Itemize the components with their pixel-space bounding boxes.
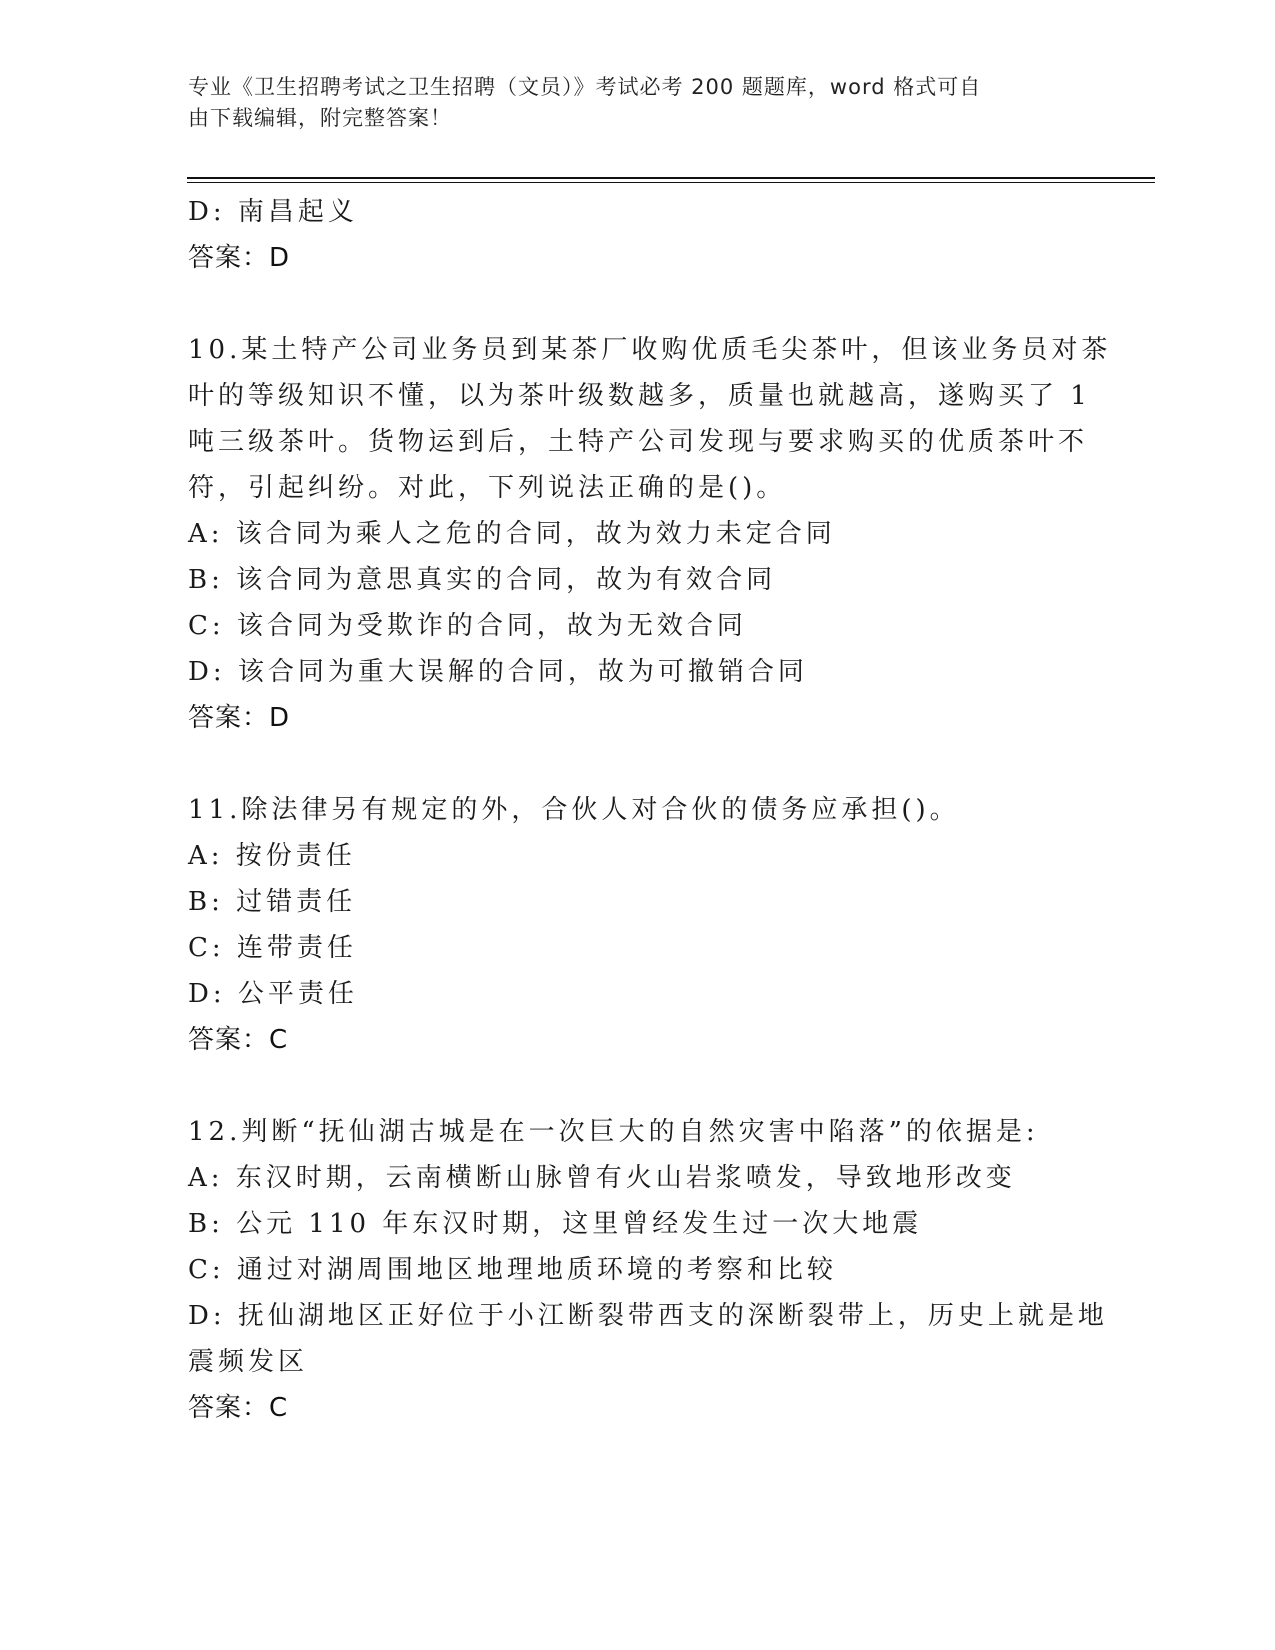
- document-header: [188, 72, 1068, 134]
- option-b: B: 该合同为意思真实的合同，故为有效合同: [188, 565, 777, 595]
- option-a: A: 该合同为乘人之危的合同，故为效力未定合同: [188, 519, 836, 549]
- answer-line: 答案：C: [188, 1025, 289, 1055]
- option-c: C: 该合同为受欺诈的合同，故为无效合同: [188, 611, 747, 641]
- question-11: [188, 787, 1088, 1063]
- option-a: A: 东汉时期，云南横断山脉曾有火山岩浆喷发，导致地形改变: [188, 1163, 1016, 1193]
- spacer: [188, 1063, 1088, 1109]
- question-stem-line: 符，引起纠纷。对此，下列说法正确的是()。: [188, 473, 787, 503]
- spacer: [188, 741, 1088, 787]
- header-line-1: 专业《卫生招聘考试之卫生招聘（文员）》考试必考 200 题题库，word 格式可自: [188, 75, 982, 99]
- answer-line: 答案：D: [188, 703, 291, 733]
- question-10: [188, 327, 1112, 741]
- option-c: C: 通过对湖周围地区地理地质环境的考察和比较: [188, 1255, 837, 1285]
- question-9-fragment: [188, 189, 1088, 281]
- document-body: [188, 189, 1112, 1431]
- option-c: C: 连带责任: [188, 933, 357, 963]
- question-stem-line: 吨三级茶叶。货物运到后，土特产公司发现与要求购买的优质茶叶不: [188, 427, 1089, 457]
- spacer: [188, 281, 1088, 327]
- header-line-2: 由下载编辑，附完整答案！: [188, 106, 452, 130]
- question-stem-line: 12.判断“抚仙湖古城是在一次巨大的自然灾害中陷落”的依据是:: [188, 1117, 1039, 1147]
- option-d: D: 公平责任: [188, 979, 358, 1009]
- option-b: B: 过错责任: [188, 887, 357, 917]
- header-divider-thick: [187, 177, 1155, 179]
- option-d-continuation: 震频发区: [188, 1347, 309, 1377]
- header-divider-thin: [187, 182, 1155, 183]
- option-d: D: 南昌起义: [188, 197, 358, 227]
- question-12: [188, 1109, 1108, 1431]
- option-b: B: 公元 110 年东汉时期，这里曾经发生过一次大地震: [188, 1209, 923, 1239]
- option-d: D: 抚仙湖地区正好位于小江断裂带西支的深断裂带上，历史上就是地: [188, 1301, 1108, 1331]
- question-stem-line: 10.某土特产公司业务员到某茶厂收购优质毛尖茶叶，但该业务员对茶: [188, 335, 1112, 365]
- option-a: A: 按份责任: [188, 841, 356, 871]
- option-d: D: 该合同为重大误解的合同，故为可撤销合同: [188, 657, 808, 687]
- question-stem-line: 11.除法律另有规定的外，合伙人对合伙的债务应承担()。: [188, 795, 960, 825]
- answer-line: 答案：D: [188, 243, 291, 273]
- question-stem-line: 叶的等级知识不懂，以为茶叶级数越多，质量也就越高，遂购买了 1: [188, 381, 1091, 411]
- answer-line: 答案：C: [188, 1393, 289, 1423]
